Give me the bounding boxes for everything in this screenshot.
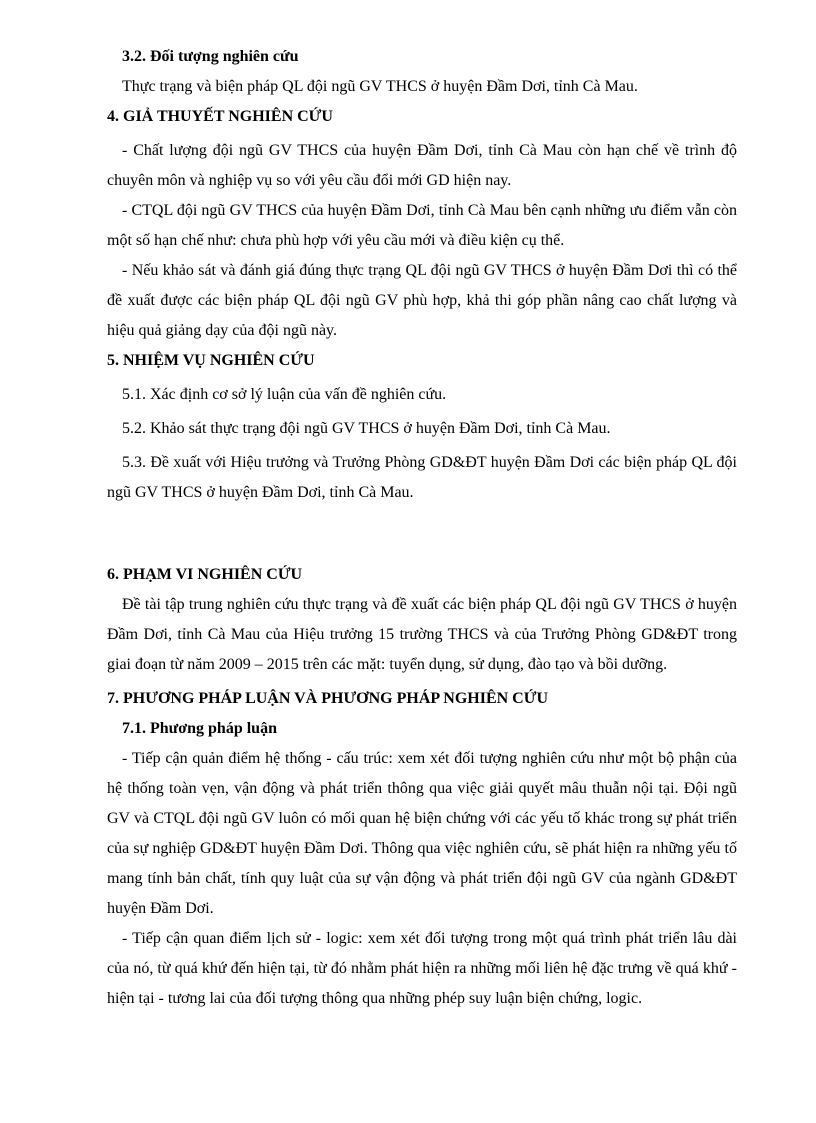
section-5-item-1: 5.1. Xác định cơ sở lý luận của vấn đề nghiên cứu. bbox=[122, 386, 447, 403]
section-7-1-heading: 7.1. Phương pháp luận bbox=[122, 720, 277, 737]
section-6-text: Đề tài tập trung nghiên cứu thực trạng và đề xuất các biện pháp QL đội ngũ GV THCS ở huyện Đầm Dơi, tỉnh Cà Mau của Hiệu trưởng 15 trường THCS và của Trưởng Phòng GD&ĐT trong giai đoạn từ năm 2009 – 2015 trên các mặt: tuyển dụng, sử dụng, đào tạo và bồi dưỡng. bbox=[107, 596, 737, 673]
section-4-paragraph-2: - CTQL đội ngũ GV THCS của huyện Đầm Dơi, tỉnh Cà Mau bên cạnh những ưu điểm vẫn còn một số hạn chế như: chưa phù hợp với yêu cầu mới và điều kiện cụ thể. bbox=[107, 202, 737, 249]
section-6-heading: 6. PHẠM VI NGHIÊN CỨU bbox=[107, 566, 303, 583]
section-7-paragraph-1: - Tiếp cận quản điểm hệ thống - cấu trúc: xem xét đối tượng nghiên cứu như một bộ phận của hệ thống toàn vẹn, vận động và phát triển thông qua việc giải quyết mâu thuẫn nội tại. Đội ngũ GV và CTQL đội ngũ GV luôn có mối quan hệ biện chứng với các yếu tố khác trong sự phát triển của sự nghiệp GD&ĐT huyện Đầm Dơi. Thông qua việc nghiên cứu, sẽ phát hiện ra những yếu tố mang tính bản chất, tính quy luật của sự vận động và phát triển đội ngũ GV của ngành GD&ĐT huyện Đầm Dơi. bbox=[107, 750, 737, 917]
page-content bbox=[107, 42, 737, 1014]
section-5-item-2: 5.2. Khảo sát thực trạng đội ngũ GV THCS ở huyện Đầm Dơi, tỉnh Cà Mau. bbox=[122, 420, 611, 437]
section-3-2-heading: 3.2. Đối tượng nghiên cứu bbox=[122, 48, 299, 65]
section-4-paragraph-3: - Nếu khảo sát và đánh giá đúng thực trạng QL đội ngũ GV THCS ở huyện Đầm Dơi thì có thể đề xuất được các biện pháp QL đội ngũ GV phù hợp, khả thi góp phần nâng cao chất lượng và hiệu quả giảng dạy của đội ngũ này. bbox=[107, 262, 737, 339]
section-7-heading: 7. PHƯƠNG PHÁP LUẬN VÀ PHƯƠNG PHÁP NGHIÊN CỨU bbox=[107, 690, 549, 707]
section-4-paragraph-1: - Chất lượng đội ngũ GV THCS của huyện Đầm Dơi, tỉnh Cà Mau còn hạn chế về trình độ chuyên môn và nghiệp vụ so với yêu cầu đổi mới GD hiện nay. bbox=[107, 142, 737, 189]
section-7-paragraph-2: - Tiếp cận quan điểm lịch sử - logic: xem xét đối tượng trong một quá trình phát triển lâu dài của nó, từ quá khứ đến hiện tại, từ đó nhằm phát hiện ra những mối liên hệ đặc trưng về quá khứ - hiện tại - tương lai của đối tượng thông qua những phép suy luận biện chứng, logic. bbox=[107, 930, 737, 1007]
section-3-2-text: Thực trạng và biện pháp QL đội ngũ GV THCS ở huyện Đầm Dơi, tỉnh Cà Mau. bbox=[122, 78, 638, 95]
section-5-heading: 5. NHIỆM VỤ NGHIÊN CỨU bbox=[107, 352, 315, 369]
section-4-heading: 4. GIẢ THUYẾT NGHIÊN CỨU bbox=[107, 108, 333, 125]
section-5-item-3: 5.3. Đề xuất với Hiệu trưởng và Trưởng Phòng GD&ĐT huyện Đầm Dơi các biện pháp QL đội ngũ GV THCS ở huyện Đầm Dơi, tỉnh Cà Mau. bbox=[107, 454, 737, 501]
